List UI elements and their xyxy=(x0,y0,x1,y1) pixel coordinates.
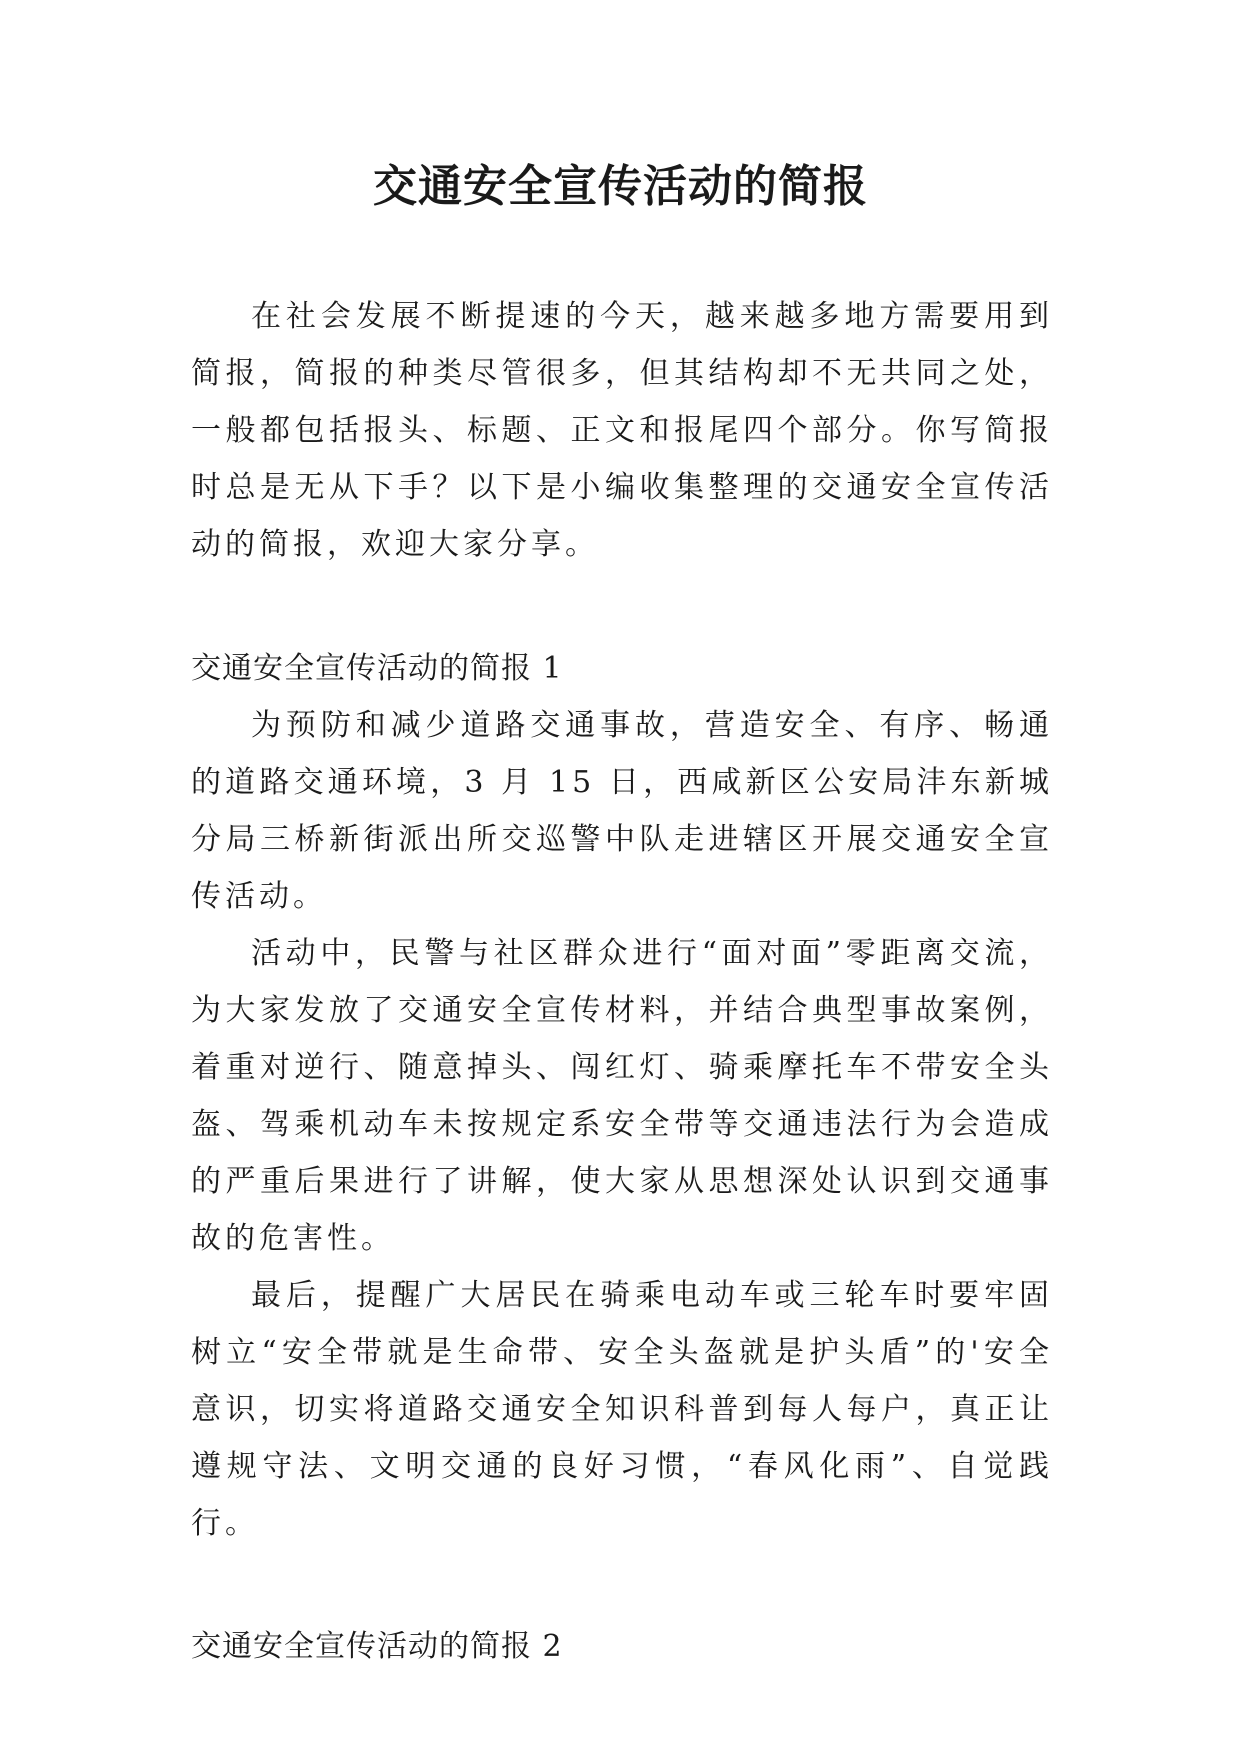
section-heading: 交通安全宣传活动的简报 2 xyxy=(191,1629,563,1664)
document-title: 交通安全宣传活动的简报 xyxy=(373,161,868,212)
spacer xyxy=(191,573,1053,640)
section-paragraph: 最后，提醒广大居民在骑乘电动车或三轮车时要牢固树立“安全带就是生命带、安全头盔就是护头盾”的'安全意识，切实将道路交通安全知识科普到每人每户，真正让遵规守法、文明交通的良好习惯，“春风化雨”、自觉践行。 xyxy=(191,1278,1053,1541)
intro-paragraph: 在社会发展不断提速的今天，越来越多地方需要用到简报，简报的种类尽管很多，但其结构却不无共同之处，一般都包括报头、标题、正文和报尾四个部分。你写简报时总是无从下手？以下是小编收集整理的交通安全宣传活动的简报，欢迎大家分享。 xyxy=(191,299,1053,562)
document-body xyxy=(191,288,1053,1675)
section-paragraph: 活动中，民警与社区群众进行“面对面”零距离交流，为大家发放了交通安全宣传材料，并结合典型事故案例，着重对逆行、随意掉头、闯红灯、骑乘摩托车不带安全头盔、驾乘机动车未按规定系安全带等交通违法行为会造成的严重后果进行了讲解，使大家从思想深处认识到交通事故的危害性。 xyxy=(191,936,1053,1256)
section-paragraph: 为预防和减少道路交通事故，营造安全、有序、畅通的道路交通环境，3 月 15 日，西咸新区公安局沣东新城分局三桥新街派出所交巡警中队走进辖区开展交通安全宣传活动。 xyxy=(191,708,1053,914)
section-heading: 交通安全宣传活动的简报 1 xyxy=(191,651,563,686)
section-2 xyxy=(191,1618,1053,1675)
spacer xyxy=(191,1552,1053,1618)
section-1 xyxy=(191,640,1053,1552)
